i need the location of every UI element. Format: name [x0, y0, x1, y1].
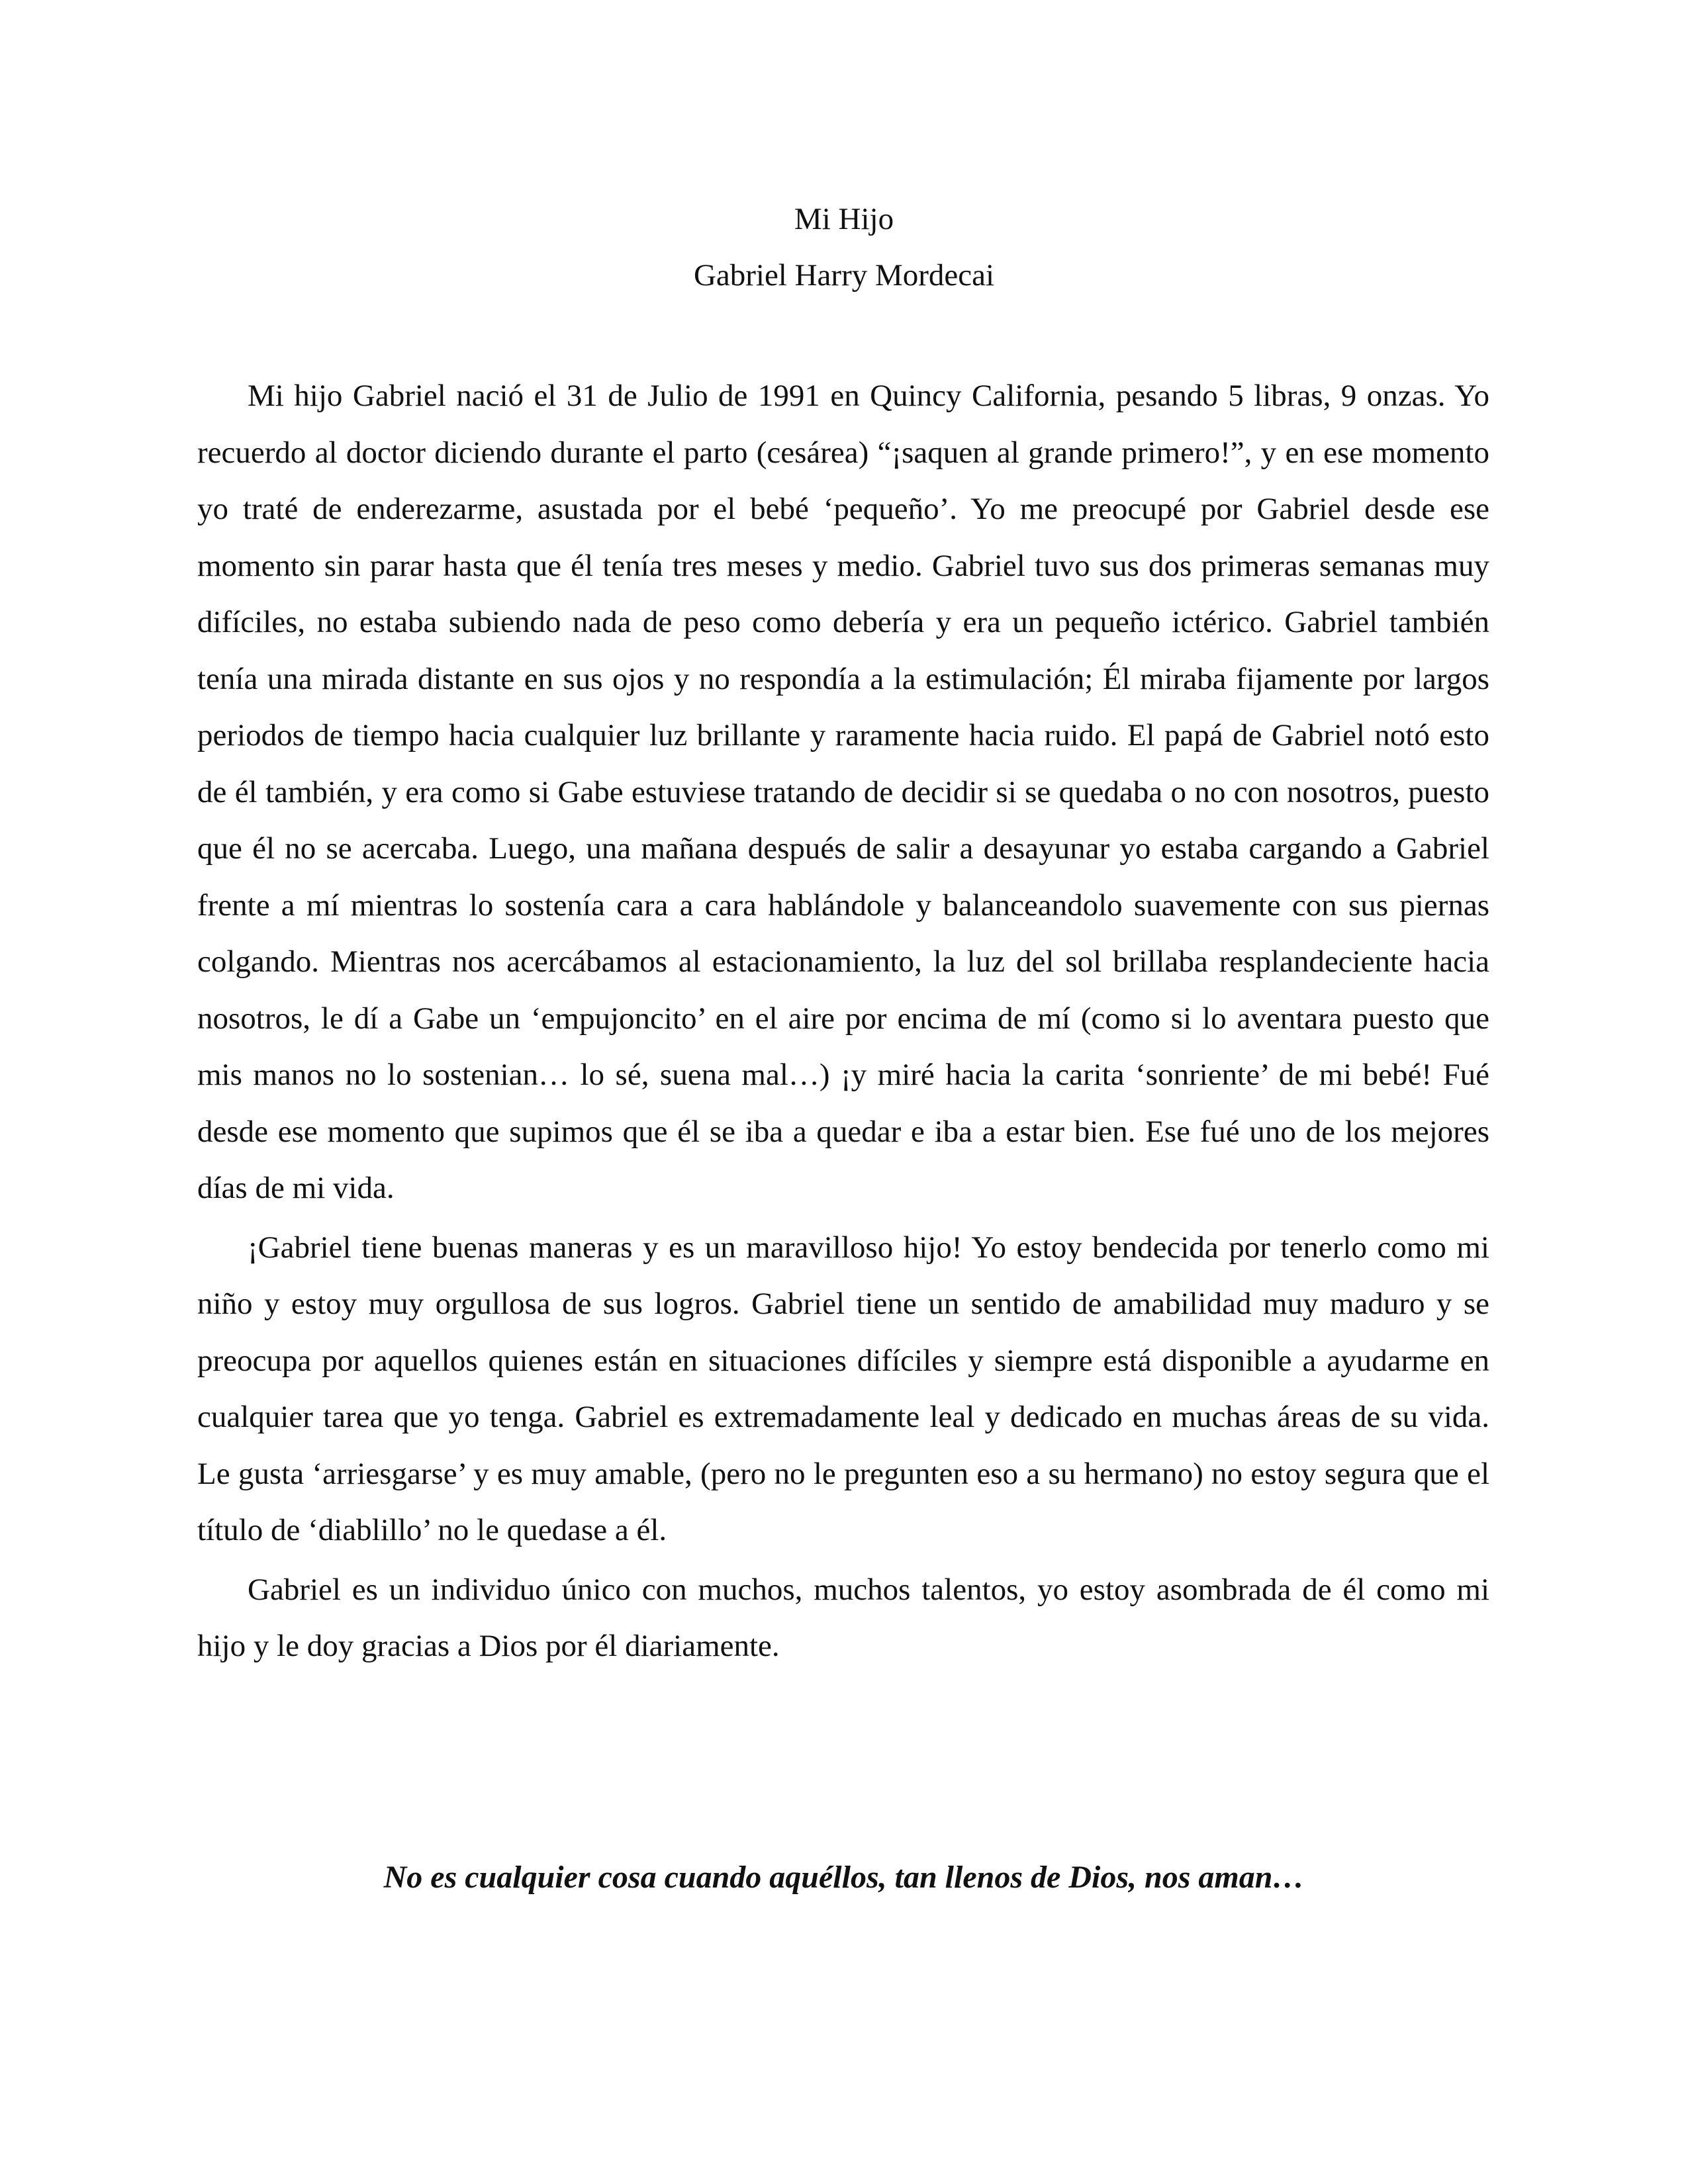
- closing-quote: No es cualquier cosa cuando aquéllos, tan llenos de Dios, nos aman…: [383, 1860, 1305, 1895]
- page-subtitle: Gabriel Harry Mordecai: [693, 258, 995, 293]
- paragraph-3: Gabriel es un individuo único con muchos, muchos talentos, yo estoy asombrada de él como mi hijo y le doy gracias a Dios por él diariamente.: [197, 1572, 1489, 1663]
- paragraph-2: ¡Gabriel tiene buenas maneras y es un maravilloso hijo! Yo estoy bendecida por tenerlo como mi niño y estoy muy orgullosa de sus logros. Gabriel tiene un sentido de amabilidad muy maduro y se preocupa por aquellos quienes están en situaciones difíciles y siempre está disponible a ayudarme en cualquier tarea que yo tenga. Gabriel es extremadamente leal y dedicado en muchas áreas de su vida. Le gusta ‘arriesgarse’ y es muy amable, (pero no le pregunten eso a su hermano) no estoy segura que el título de ‘diablillo’ no le quedase a él.: [197, 1230, 1489, 1547]
- page-title: Mi Hijo: [794, 202, 894, 236]
- document-body: [197, 368, 1489, 1678]
- paragraph-1: Mi hijo Gabriel nació el 31 de Julio de 1991 en Quincy California, pesando 5 libras, 9 onzas. Yo recuerdo al doctor diciendo durante el parto (cesárea) “¡saquen al grande primero!”, y en ese momento yo traté de enderezarme, asustada por el bebé ‘pequeño’. Yo me preocupé por Gabriel desde ese momento sin parar hasta que él tenía tres meses y medio. Gabriel tuvo sus dos primeras semanas muy difíciles, no estaba subiendo nada de peso como debería y era un pequeño ictérico. Gabriel también tenía una mirada distante en sus ojos y no respondía a la estimulación; Él miraba fijamente por largos periodos de tiempo hacia cualquier luz brillante y raramente hacia ruido. El papá de Gabriel notó esto de él también, y era como si Gabe estuviese tratando de decidir si se quedaba o no con nosotros, puesto que él no se acercaba. Luego, una mañana después de salir a desayunar yo estaba cargando a Gabriel frente a mí mientras lo sostenía cara a cara hablándole y balanceandolo suavemente con sus piernas colgando. Mientras nos acercábamos al estacionamiento, la luz del sol brillaba resplandeciente hacia nosotros, le dí a Gabe un ‘empujoncito’ en el aire por encima de mí (como si lo aventara puesto que mis manos no lo sostenian… lo sé, suena mal…) ¡y miré hacia la carita ‘sonriente’ de mi bebé! Fué desde ese momento que supimos que él se iba a quedar e iba a estar bien. Ese fué uno de los mejores días de mi vida.: [197, 379, 1489, 1205]
